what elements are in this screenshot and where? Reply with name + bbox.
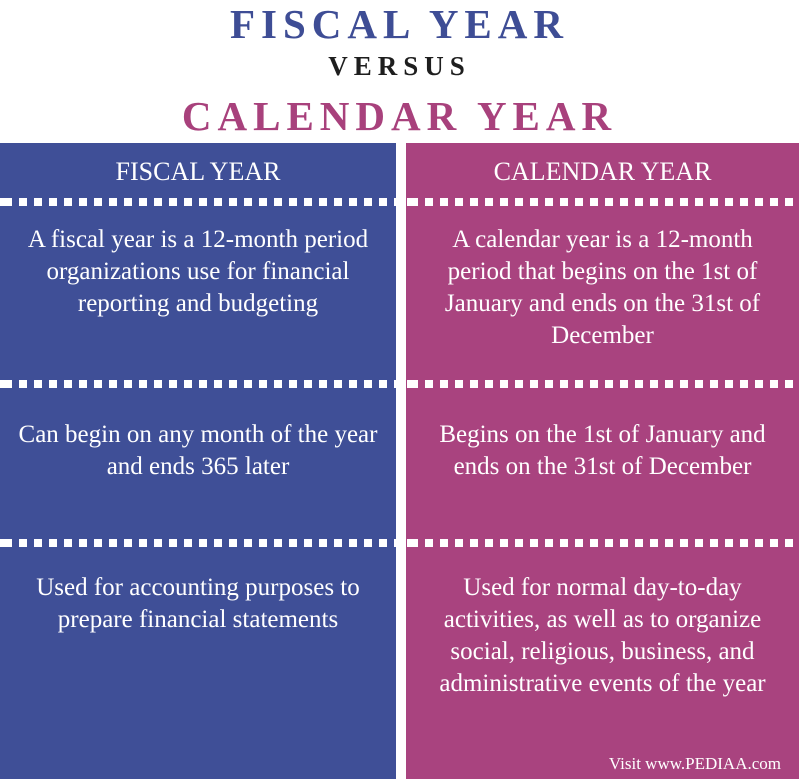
title-calendar-year: CALENDAR YEAR — [181, 93, 618, 139]
fiscal-usage: Used for accounting purposes to prepare financial statements — [36, 574, 360, 633]
calendar-definition: A calendar year is a 12-month period that begins on the 1st of January and ends on the 31st of December — [444, 226, 761, 349]
row-divider — [406, 198, 799, 206]
row-divider — [406, 539, 799, 547]
calendar-usage: Used for normal day-to-day activities, as well as to organize social, religious, business, and administrative events of the year — [439, 574, 766, 697]
row-divider — [0, 539, 396, 547]
source-credit: Visit www.PEDIAA.com — [608, 754, 781, 773]
fiscal-definition: A fiscal year is a 12-month period organizations use for financial reporting and budgeting — [27, 226, 369, 317]
calendar-year-column — [406, 143, 799, 779]
fiscal-year-heading: FISCAL YEAR — [115, 157, 281, 186]
calendar-duration: Begins on the 1st of January and ends on the 31st of December — [439, 421, 766, 480]
title-fiscal-year: FISCAL YEAR — [229, 1, 569, 47]
calendar-year-heading: CALENDAR YEAR — [493, 157, 712, 186]
fiscal-duration: Can begin on any month of the year and ends 365 later — [18, 421, 378, 480]
row-divider — [0, 380, 396, 388]
fiscal-year-column — [0, 143, 396, 779]
row-divider — [0, 198, 396, 206]
title-versus: VERSUS — [328, 51, 471, 81]
row-divider — [406, 380, 799, 388]
